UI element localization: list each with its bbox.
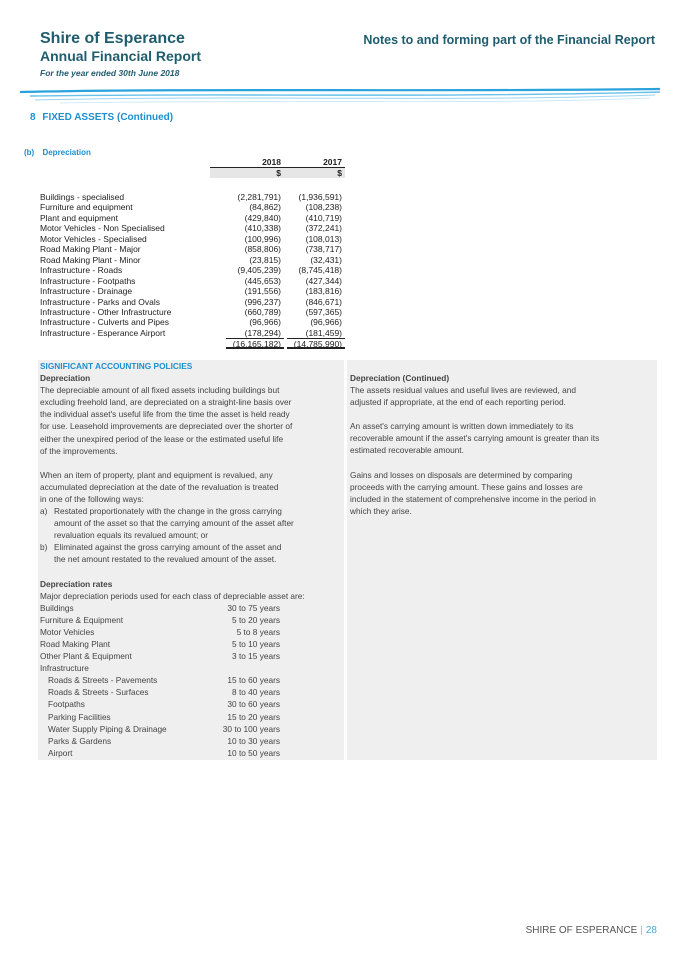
total-2017: (14,785,990) [293, 339, 342, 349]
row-value-2017: (597,365) [305, 306, 342, 317]
table-row [40, 255, 350, 266]
row-value-2018: (429,840) [244, 212, 281, 223]
report-period: For the year ended 30th June 2018 [40, 68, 180, 78]
policies-heading: SIGNIFICANT ACCOUNTING POLICIES [40, 361, 193, 371]
rate-row [40, 711, 342, 723]
rate-row [40, 723, 342, 735]
rate-period: 3 to 15 years [232, 651, 280, 662]
row-value-2017: (108,238) [305, 202, 342, 213]
row-value-2017: (372,241) [305, 223, 342, 234]
table-row [40, 286, 350, 297]
paragraph-line: which they arise. [350, 505, 412, 516]
rate-asset-class: Other Plant & Equipment [40, 651, 132, 662]
table-row [40, 317, 350, 328]
rate-row [40, 626, 342, 638]
row-label: Road Making Plant - Minor [40, 254, 141, 265]
rates-heading: Depreciation rates [40, 578, 113, 589]
table-row [40, 328, 350, 339]
depreciation-heading: Depreciation [40, 373, 91, 384]
rate-asset-class: Roads & Streets - Pavements [48, 675, 158, 686]
policies-right-column [350, 372, 655, 517]
row-value-2018: (178,294) [244, 327, 281, 338]
rate-asset-class: Road Making Plant [40, 638, 111, 649]
row-label: Motor Vehicles - Specialised [40, 233, 147, 244]
rates-list [40, 602, 342, 759]
rate-row [40, 650, 342, 662]
row-value-2018: (660,789) [244, 306, 281, 317]
rate-period: 5 to 8 years [236, 626, 280, 637]
paragraph-line: for use. Leasehold improvements are depreciated over the shorter of [40, 421, 293, 432]
table-row [40, 192, 350, 203]
list-item-line: revaluation equals its revalued amount; or [54, 530, 209, 541]
row-value-2018: (410,338) [244, 223, 281, 234]
list-item-line: the net amount restated to the revalued amount of the asset. [54, 554, 277, 565]
paragraph-line: included in the statement of comprehensive income in the period in [350, 493, 596, 504]
rate-asset-class: Furniture & Equipment [40, 614, 124, 625]
row-value-2018: (100,996) [244, 233, 281, 244]
subsection-title [24, 148, 91, 157]
table-row [40, 213, 350, 224]
row-value-2017: (738,717) [305, 244, 342, 255]
section-title-text: FIXED ASSETS (Continued) [42, 112, 174, 123]
org-name: Shire of Esperance [40, 30, 185, 47]
paragraph-line: accumulated depreciation at the date of the revaluation is treated [40, 481, 279, 492]
rate-period: 8 to 40 years [232, 687, 280, 698]
row-value-2018: (23,815) [249, 254, 281, 265]
list-item-a [40, 505, 342, 541]
row-label: Infrastructure - Drainage [40, 286, 133, 297]
paragraph-line: excluding freehold land, are depreciated on a straight-line basis over [40, 397, 292, 408]
col-header-2018: 2018 [262, 157, 281, 167]
rate-row [40, 674, 342, 686]
row-label: Infrastructure - Other Infrastructure [40, 306, 172, 317]
list-marker-a: a) [40, 506, 48, 517]
rate-asset-class: Infrastructure [40, 663, 89, 674]
row-label: Plant and equipment [40, 212, 118, 223]
rate-period: 15 to 20 years [227, 711, 280, 722]
table-row [40, 297, 350, 308]
rate-asset-class: Roads & Streets - Surfaces [48, 687, 149, 698]
row-value-2017: (8,745,418) [298, 265, 342, 276]
paragraph-line: An asset's carrying amount is written down immediately to its [350, 421, 574, 432]
row-value-2018: (96,966) [249, 317, 281, 328]
page-number: 28 [645, 925, 657, 936]
header-swoosh-decoration [0, 86, 675, 110]
rate-period: 15 to 60 years [227, 675, 280, 686]
row-value-2018: (191,556) [244, 286, 281, 297]
row-value-2018: (9,405,239) [237, 265, 281, 276]
rate-period: 10 to 50 years [227, 747, 280, 758]
report-title: Annual Financial Report [40, 48, 202, 64]
row-value-2017: (32,431) [310, 254, 342, 265]
list-item-b [40, 541, 342, 565]
rate-row [40, 614, 342, 626]
currency-2017: $ [337, 168, 342, 178]
paragraph-line: of the improvements. [40, 445, 118, 456]
paragraph-line: estimated recoverable amount. [350, 445, 464, 456]
rate-row [40, 735, 342, 747]
paragraph-line: the individual asset's useful life from the time the asset is held ready [40, 409, 290, 420]
paragraph-line: The depreciable amount of all fixed assets including buildings but [40, 385, 280, 396]
rate-row [40, 698, 342, 710]
row-value-2017: (410,719) [305, 212, 342, 223]
row-value-2018: (2,281,791) [237, 192, 281, 202]
footer-separator: | [640, 925, 643, 936]
currency-2018: $ [276, 168, 281, 178]
rate-period: 5 to 10 years [232, 638, 280, 649]
row-label: Road Making Plant - Major [40, 244, 141, 255]
depreciation-continued-heading: Depreciation (Continued) [350, 373, 450, 383]
paragraph-line: in one of the following ways: [40, 493, 144, 504]
rate-asset-class: Airport [48, 747, 73, 758]
rate-period: 5 to 20 years [232, 614, 280, 625]
row-value-2017: (96,966) [310, 317, 342, 328]
rate-row [40, 638, 342, 650]
footer-org: SHIRE OF ESPERANCE [525, 925, 638, 936]
list-item-line: Eliminated against the gross carrying amount of the asset and [54, 542, 282, 553]
rate-row [40, 686, 342, 698]
subsection-label: (b) [24, 148, 35, 157]
list-item-line: Restated proportionately with the change in the gross carrying [54, 506, 282, 517]
rate-asset-class: Motor Vehicles [40, 626, 95, 637]
row-label: Infrastructure - Parks and Ovals [40, 296, 160, 307]
rate-row [40, 662, 342, 674]
list-marker-b: b) [40, 542, 48, 553]
rate-asset-class: Water Supply Piping & Drainage [48, 723, 167, 734]
section-number: 8 [30, 112, 36, 123]
rate-period: 30 to 75 years [227, 602, 280, 613]
rate-row [40, 602, 342, 614]
list-item-line: amount of the asset so that the carrying amount of the asset after [54, 518, 294, 529]
row-label: Buildings - specialised [40, 192, 125, 202]
rate-row [40, 747, 342, 759]
rate-period: 30 to 100 years [222, 723, 280, 734]
table-row [40, 234, 350, 245]
row-label: Infrastructure - Esperance Airport [40, 327, 166, 338]
row-label: Infrastructure - Culverts and Pipes [40, 317, 169, 328]
rate-asset-class: Parking Facilities [48, 711, 111, 722]
total-2018: (16,165,182) [232, 339, 281, 349]
rate-asset-class: Footpaths [48, 699, 85, 710]
paragraph-line: either the unexpired period of the lease or the estimated useful life [40, 433, 284, 444]
table-row [40, 307, 350, 318]
row-value-2018: (445,653) [244, 275, 281, 286]
paragraph-line: recoverable amount if the asset's carrying amount is greater than its [350, 433, 600, 444]
row-value-2017: (427,344) [305, 275, 342, 286]
rate-period: 10 to 30 years [227, 735, 280, 746]
row-label: Infrastructure - Roads [40, 265, 123, 276]
row-value-2018: (84,862) [249, 202, 281, 213]
table-row [40, 244, 350, 255]
rate-period: 30 to 60 years [227, 699, 280, 710]
paragraph-line: When an item of property, plant and equipment is revalued, any [40, 469, 273, 480]
notes-title: Notes to and forming part of the Financial Report [363, 33, 655, 47]
table-row [40, 265, 350, 276]
row-label: Motor Vehicles - Non Specialised [40, 223, 165, 234]
row-label: Infrastructure - Footpaths [40, 275, 136, 286]
paragraph-line: adjusted if appropriate, at the end of each reporting period. [350, 397, 566, 408]
row-value-2017: (108,013) [305, 233, 342, 244]
subsection-title-text: Depreciation [42, 148, 91, 157]
policies-left-column [40, 360, 342, 759]
paragraph-line: The assets residual values and useful lives are reviewed, and [350, 385, 576, 396]
row-value-2018: (858,806) [244, 244, 281, 255]
rates-intro: Major depreciation periods used for each class of depreciable asset are: [40, 590, 305, 601]
col-header-2017: 2017 [323, 157, 342, 167]
section-title [30, 112, 173, 123]
rate-asset-class: Buildings [40, 602, 74, 613]
rate-asset-class: Parks & Gardens [48, 735, 112, 746]
row-value-2017: (183,816) [305, 286, 342, 297]
row-value-2017: (1,936,591) [298, 192, 342, 202]
table-row [40, 202, 350, 213]
row-label: Furniture and equipment [40, 202, 133, 213]
paragraph-line: proceeds with the carrying amount. These gains and losses are [350, 481, 583, 492]
row-value-2017: (181,459) [305, 327, 342, 338]
row-value-2018: (996,237) [244, 296, 281, 307]
table-row [40, 276, 350, 287]
paragraph-line: Gains and losses on disposals are determined by comparing [350, 469, 573, 480]
page-footer [526, 925, 657, 936]
row-value-2017: (846,671) [305, 296, 342, 307]
table-row [40, 223, 350, 234]
